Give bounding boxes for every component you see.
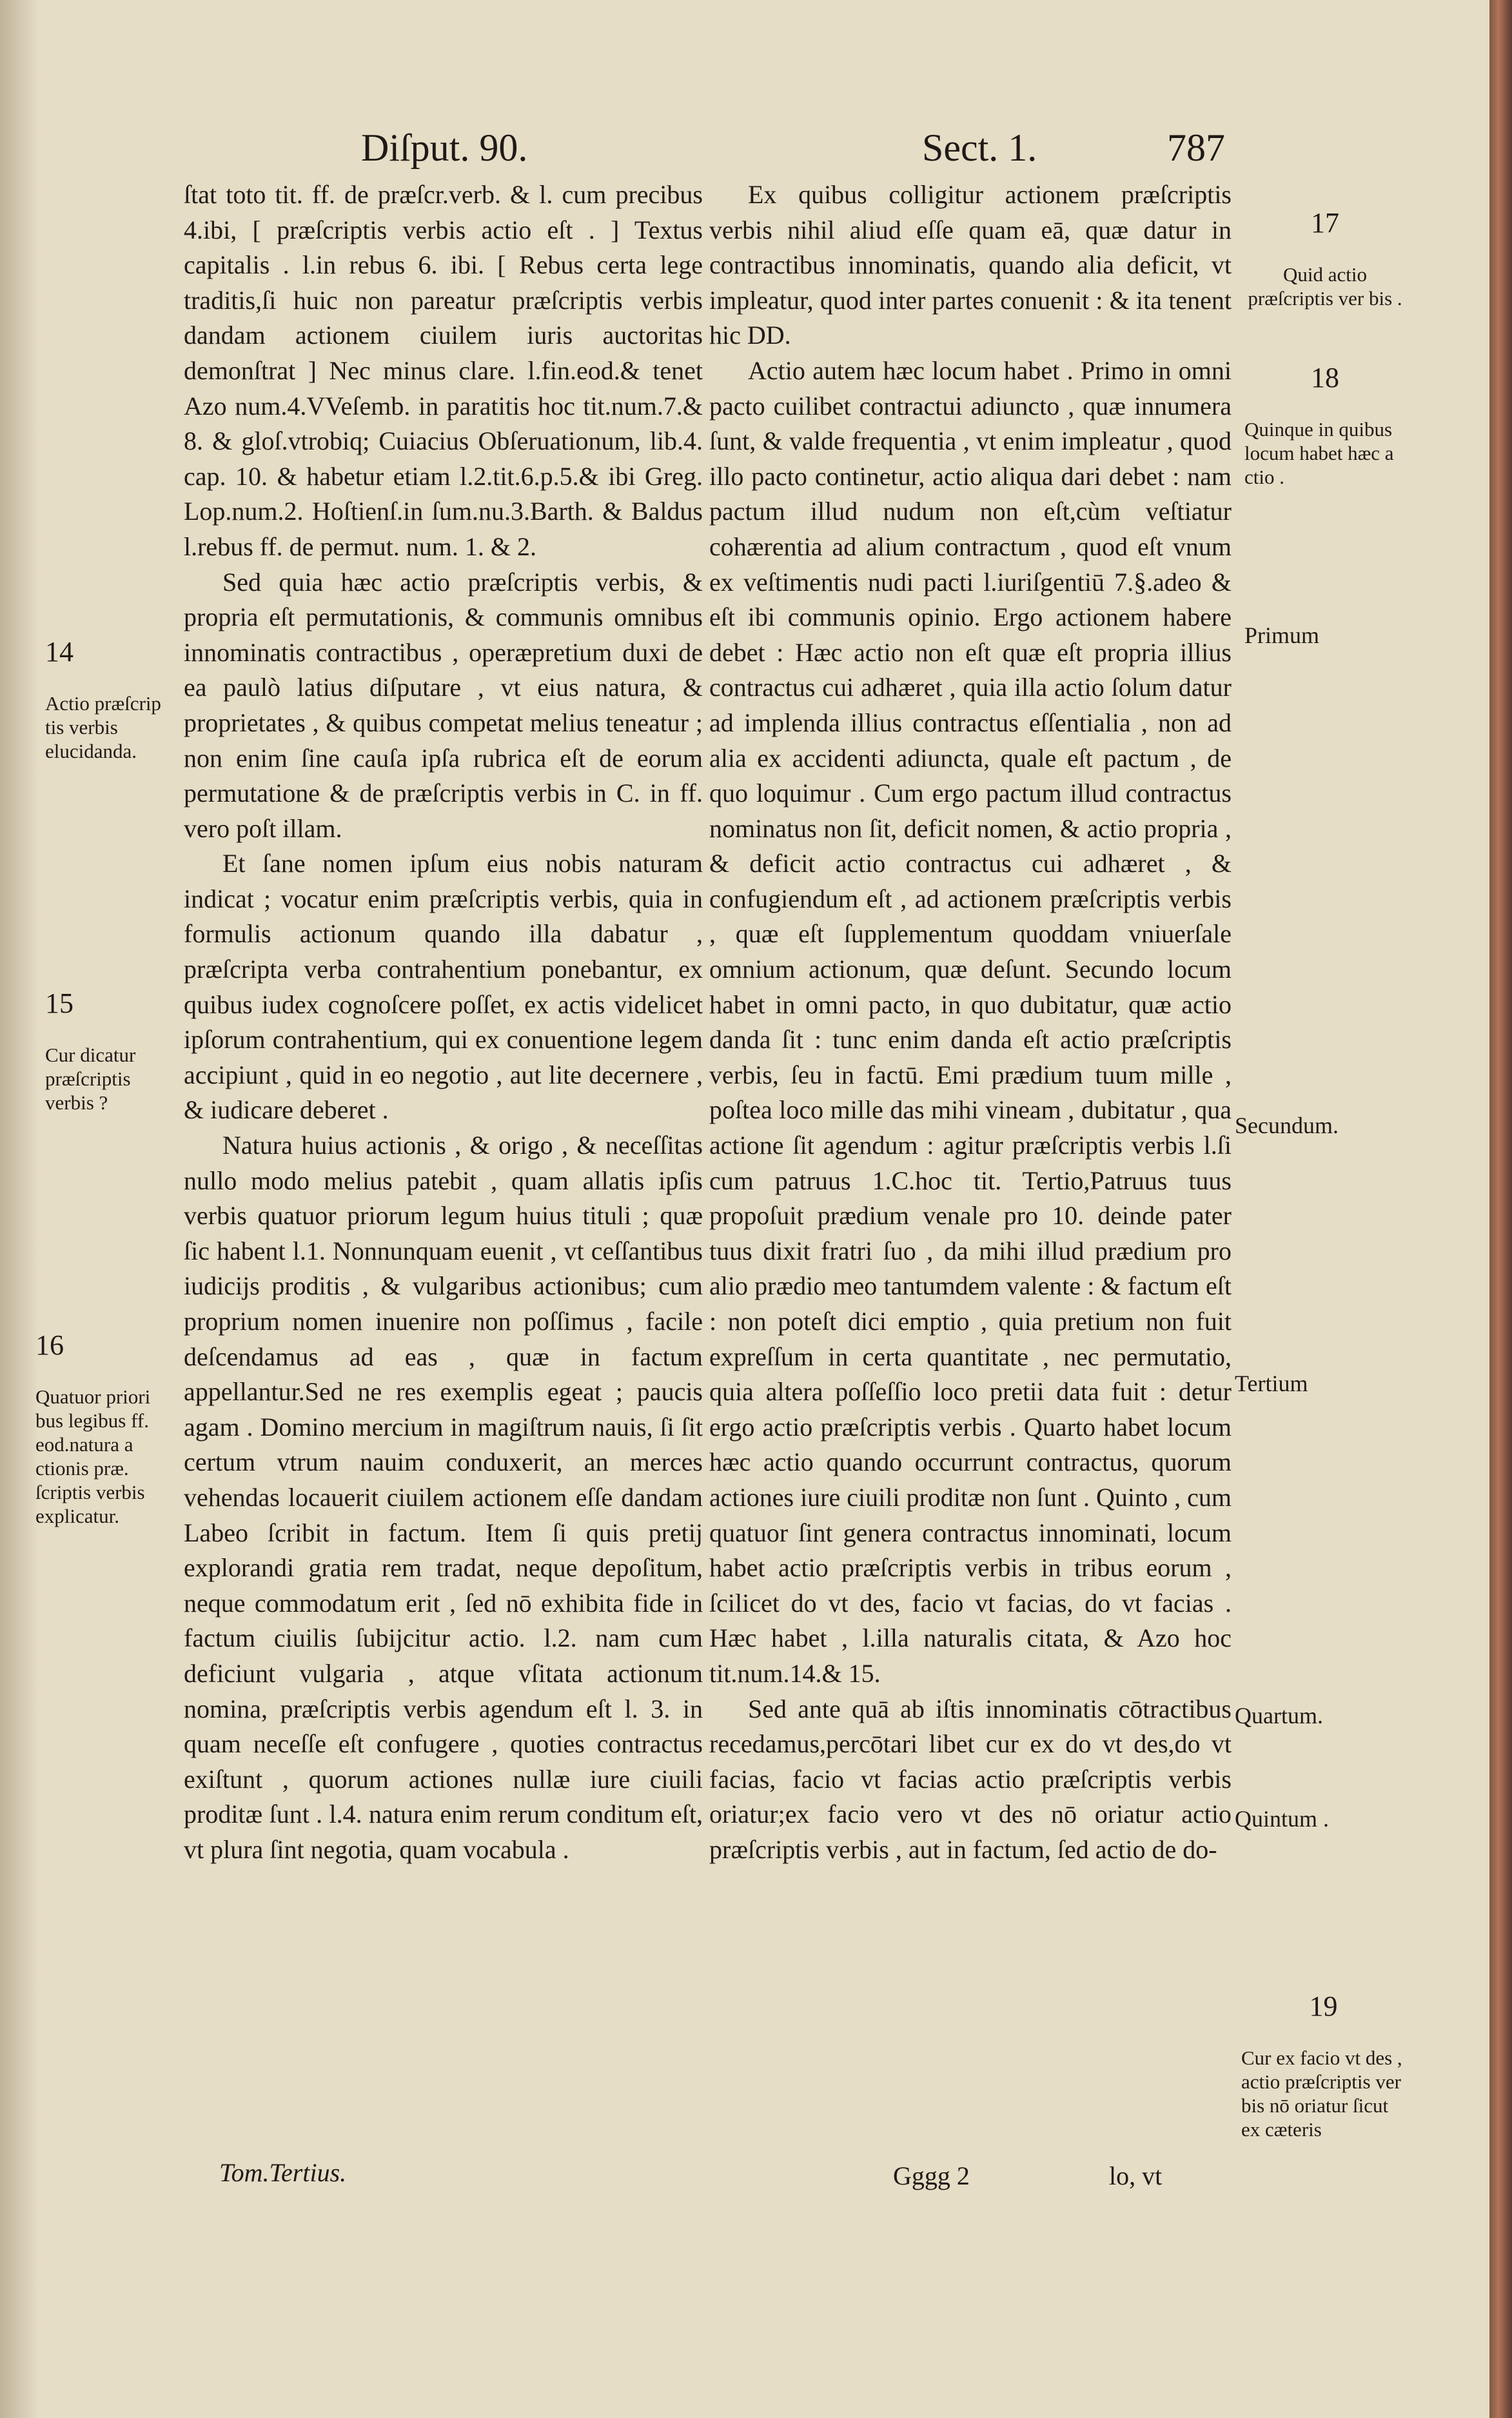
note-number: 17: [1311, 207, 1339, 239]
note-number: 15: [45, 987, 74, 1019]
paragraph: Ex quibus colligitur actionem præſcriptis verbis nihil aliud eſſe quam eā, quæ datur in contractibus innominatis, quando alia deficit, vt impleatur, quod inter partes conuenit : & ita tenent hic DD.: [709, 180, 1232, 350]
margin-note-right: [1241, 1967, 1406, 2141]
note-text: Quartum.: [1235, 1703, 1323, 1729]
header-disputation: Diſput. 90.: [361, 126, 528, 169]
page-number: 787: [1167, 126, 1225, 169]
margin-note-left: [45, 613, 181, 763]
note-number: 14: [45, 636, 74, 668]
margin-note-right: [1244, 600, 1406, 648]
catchword: lo, vt: [1109, 2161, 1163, 2190]
margin-note-right: [1235, 1090, 1402, 1138]
left-column: [184, 177, 703, 1868]
note-text: Cur ex facio vt des , actio præſcriptis ver bis nō oriatur ſicut ex cæteris: [1241, 2046, 1402, 2141]
signature-mark: Gggg 2: [893, 2161, 970, 2190]
paragraph: ſtat toto tit. ff. de præſcr.verb. & l. cum precibus 4.ibi, [ præſcriptis verbis actio eſt . ] Textus capitalis . l.in rebus 6. ibi. [ Rebus certa lege traditis,ſi huic non pareatur præſcriptis verbis dandam actionem ciuilem iuris auctoritas demonſtrat ] Nec minus clare. l.fin.eod.& tenet Azo num.4.VVeſemb. in paratitis hoc tit.num.7.& 8. & gloſ.vtrobiq; Cuiacius Obſeruationum, lib.4. cap. 10. & habetur etiam l.2.tit.6.p.5.& ibi Greg. Lop.num.2. Hoſtienſ.in ſum.nu.3.Barth. & Baldus l.rebus ff. de permut. num. 1. & 2.: [184, 180, 703, 561]
paragraph: Natura huius actionis , & origo , & neceſſitas nullo modo melius patebit , quam allatis ipſis verbis quatuor priorum legum huius tituli ; quæ ſic habent l.1. Nonnunquam euenit , vt ceſſantibus iudicijs proditis , & vulgaribus actionibus; cum proprium nomen inuenire non poſſimus , facile deſcendamus ad eas , quæ in factum appellantur.Sed ne res exemplis egeat ; paucis agam . Domino mercium in magiſtrum nauis, ſi ſit certum vtrum nauim conduxerit, an merces vehendas locauerit ciuilem actionem eſſe dandam Labeo ſcribit in factum. Item ſi quis pretij explorandi gratia rem tradat, neque depoſitum, neque commodatum erit , ſed nō exhibita fide in factum ciuilis ſubijcitur actio. l.2. nam cum deficiunt vulgaria , atque vſitata actionum nomina, præſcriptis verbis agendum eſt l. 3. in quam neceſſe eſt confugere , quoties contractus exiſtunt , quorum actiones nullæ iure ciuili proditæ ſunt . l.4. natura enim rerum conditum eſt, vt plura ſint negotia, quam vocabula .: [184, 1131, 703, 1864]
note-text: Quintum .: [1235, 1806, 1330, 1832]
note-number: 19: [1309, 1990, 1338, 2022]
margin-note-right: [1235, 1680, 1402, 1728]
note-number: 18: [1311, 362, 1339, 393]
margin-note-right: [1235, 1348, 1402, 1396]
note-text: Tertium: [1235, 1371, 1308, 1396]
margin-note-right: [1244, 184, 1406, 310]
book-edge: [1489, 0, 1512, 2418]
note-text: Primum: [1244, 622, 1320, 648]
note-text: Quinque in quibus locum habet hæc a ctio .: [1244, 418, 1394, 488]
header-section: Sect. 1.: [922, 126, 1037, 169]
paragraph: Et ſane nomen ipſum eius nobis naturam indicat ; vocatur enim præſcriptis verbis, quia in formulis actionum quando illa dabatur , præſcripta verba contrahentium ponebantur, ex quibus iudex cognoſcere poſſet, ex actis videlicet ipſorum contrahentium, qui ex conuentione legem accipiunt , quid in eo negotio , aut lite decernere , & iudicare deberet .: [184, 849, 703, 1125]
margin-note-right: [1235, 1783, 1402, 1831]
paragraph: Sed ante quā ab iſtis innominatis cōtractibus recedamus,percōtari libet cur ex do vt des,do vt facias, facio vt facias actio præſcriptis verbis oriatur;ex facio vero vt des nō oriatur actio præſcriptis verbis , aut in factum, ſed actio de do-: [709, 1694, 1232, 1864]
note-text: Secundum.: [1235, 1113, 1339, 1138]
note-text: Cur dicatur præſcriptis verbis ?: [45, 1044, 136, 1114]
note-text: Quatuor priori bus legibus ff. eod.natura a ctionis præ. ſcriptis verbis explicatur.: [35, 1385, 151, 1527]
note-text: Quid actio præſcriptis ver bis .: [1248, 263, 1402, 310]
paragraph: Sed quia hæc actio præſcriptis verbis, & propria eſt permutationis, & communis omnibus innominatis contractibus , operæpretium duxi de ea paulò latius diſputare , vt eius natura, & proprietates , & quibus competat melius teneatur ; non enim ſine cauſa ipſa rubrica eſt de eorum permutatione & de præſcriptis verbis in C. in ff. vero poſt illam.: [184, 567, 703, 843]
page-gutter: [0, 0, 39, 2418]
margin-note-left: [45, 964, 181, 1115]
margin-note-right: [1244, 339, 1406, 489]
right-column: [709, 177, 1232, 1868]
paragraph: Actio autem hæc locum habet . Primo in omni pacto cuilibet contractui adiuncto , quæ innumera ſunt, & valde frequentia , vt enim impleatur , quod illo pacto continetur, actio aliqua dari debet : nam pactum illud nudum non eſt,cùm veſtiatur cohærentia ad alium contractum , quod eſt vnum ex veſtimentis nudi pacti l.iuriſgentiū 7.§.adeo & eſt ibi communis opinio. Ergo actionem habere debet : Hæc actio non eſt quæ eſt propria illius contractus cui adhæret , quia illa actio ſolum datur ad implenda illius contractus eſſentialia , non ad alia ex accidenti adiuncta, quale eſt pactum , de quo loquimur . Cum ergo pactum illud contractus nominatus non ſit, deficit nomen, & actio propria , & deficit actio contractus cui adhæret , & confugiendum eſt , ad actionem præſcriptis verbis , quæ eſt ſupplementum quoddam vniuerſale omnium actionum, quæ deſunt. Secundo locum habet in omni pacto, in quo dubitatur, quæ actio danda ſit : tunc enim danda eſt actio præſcriptis verbis, ſeu in factū. Emi prædium tuum mille , poſtea loco mille das mihi vineam , dubitatur , qua actione ſit agendum : agitur præſcriptis verbis l.ſi cum patruus 1.C.hoc tit. Tertio,Patruus tuus propoſuit prædium venale pro 10. deinde pater tuus dixit fratri ſuo , da mihi illud prædium pro alio prædio meo tantumdem valente : & factum eſt : non poteſt dici emptio , quia pretium non fuit expreſſum in certa quantitate , nec permutatio, quia altera poſſeſſio loco pretii data fuit : detur ergo actio præſcriptis verbis . Quarto habet locum hæc actio quando occurrunt contractus, quorum actiones iure ciuili proditæ non ſunt . Quinto , cum quatuor ſint genera contractus innominati, locum habet actio præſcriptis verbis in tribus eorum , ſcilicet do vt des, facio vt facias, do vt facias . Hæc habet , l.illa naturalis citata, & Azo hoc tit.num.14.& 15.: [709, 355, 1232, 1688]
margin-note-left: [35, 1306, 181, 1528]
note-text: Actio præſcrip tis verbis elucidanda.: [45, 692, 161, 762]
note-number: 16: [35, 1329, 64, 1361]
volume-footer: Tom.Tertius.: [219, 2158, 347, 2187]
